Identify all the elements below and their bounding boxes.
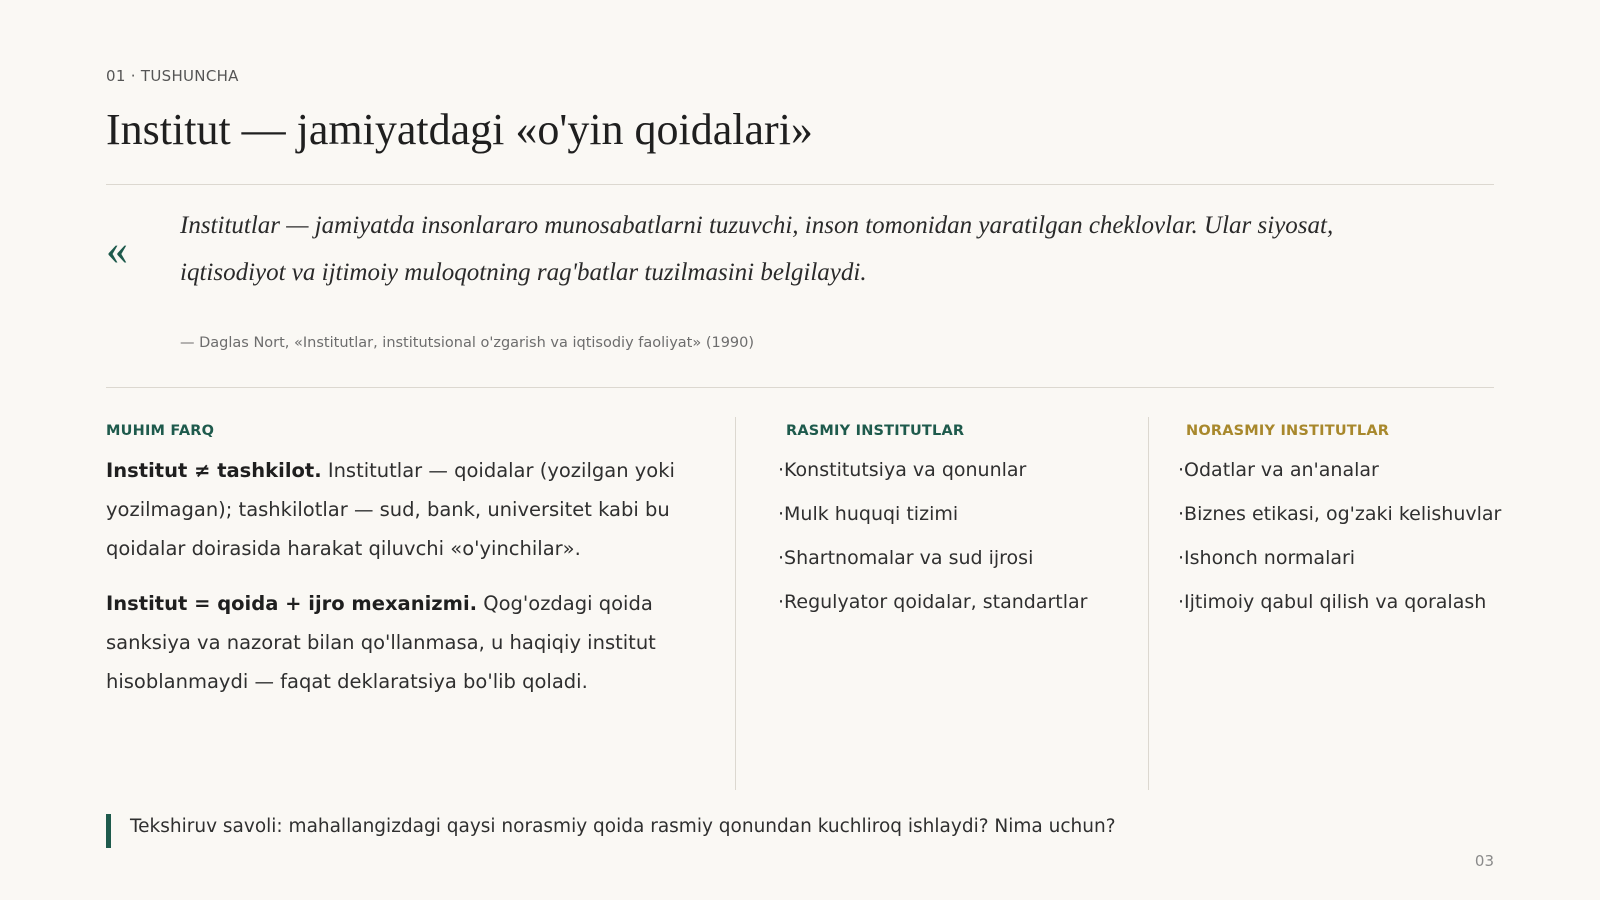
column-divider-1 [735, 417, 736, 790]
list-item: ·Konstitutsiya va qonunlar [778, 459, 1027, 481]
farq-p2-text: Qog'ozdagi qoida sanksiya va nazorat bilan qo'llanmasa, u haqiqiy institut hisoblanmaydi — faqat deklaratsiya bo'lib qoladi. [106, 592, 656, 693]
divider-top [106, 184, 1494, 185]
norasmiy-heading: NORASMIY INSTITUTLAR [1186, 423, 1390, 439]
rasmiy-heading: RASMIY INSTITUTLAR [786, 423, 965, 439]
norasmiy-list [1178, 451, 1501, 627]
section-eyebrow: 01 · TUSHUNCHA [106, 67, 239, 85]
column-divider-2 [1148, 417, 1149, 790]
definition-quote: Institutlar — jamiyatda insonlararo munosabatlarni tuzuvchi, inson tomonidan yaratilgan cheklovlar. Ular siyosat, iqtisodiyot va ijtimoiy muloqotning rag'batlar tuzilmasini belgilaydi. [180, 212, 1334, 286]
rasmiy-list [778, 451, 1087, 627]
farq-heading: MUHIM FARQ [106, 423, 215, 439]
quote-mark-icon: « [106, 225, 128, 274]
list-item: ·Regulyator qoidalar, standartlar [778, 591, 1088, 613]
farq-paragraph-1 [106, 451, 686, 568]
question-accent-bar [106, 814, 111, 848]
list-item: ·Odatlar va an'analar [1178, 459, 1379, 481]
farq-p1-bold: Institut ≠ tashkilot. [106, 459, 322, 482]
page-number: 03 [1474, 852, 1494, 870]
quote-citation: — Daglas Nort, «Institutlar, institutsional o'zgarish va iqtisodiy faoliyat» (1990) [180, 335, 755, 351]
page-title: Institut — jamiyatdagi «o'yin qoidalari» [106, 105, 813, 154]
farq-paragraph-2 [106, 584, 686, 701]
list-item: ·Ishonch normalari [1178, 547, 1356, 569]
divider-middle [106, 387, 1494, 388]
farq-p2-bold: Institut = qoida + ijro mexanizmi. [106, 592, 478, 615]
list-item: ·Ijtimoiy qabul qilish va qoralash [1178, 591, 1487, 613]
list-item: ·Shartnomalar va sud ijrosi [778, 547, 1034, 569]
list-item: ·Mulk huquqi tizimi [778, 503, 959, 525]
review-question: Tekshiruv savoli: mahallangizdagi qaysi norasmiy qoida rasmiy qonundan kuchliroq ishlaydi? Nima uchun? [130, 816, 1116, 837]
farq-p1-text: Institutlar — qoidalar (yozilgan yoki yozilmagan); tashkilotlar — sud, bank, universitet kabi bu qoidalar doirasida harakat qiluvchi «o'yinchilar». [106, 459, 675, 560]
list-item: ·Biznes etikasi, og'zaki kelishuvlar [1178, 503, 1502, 525]
